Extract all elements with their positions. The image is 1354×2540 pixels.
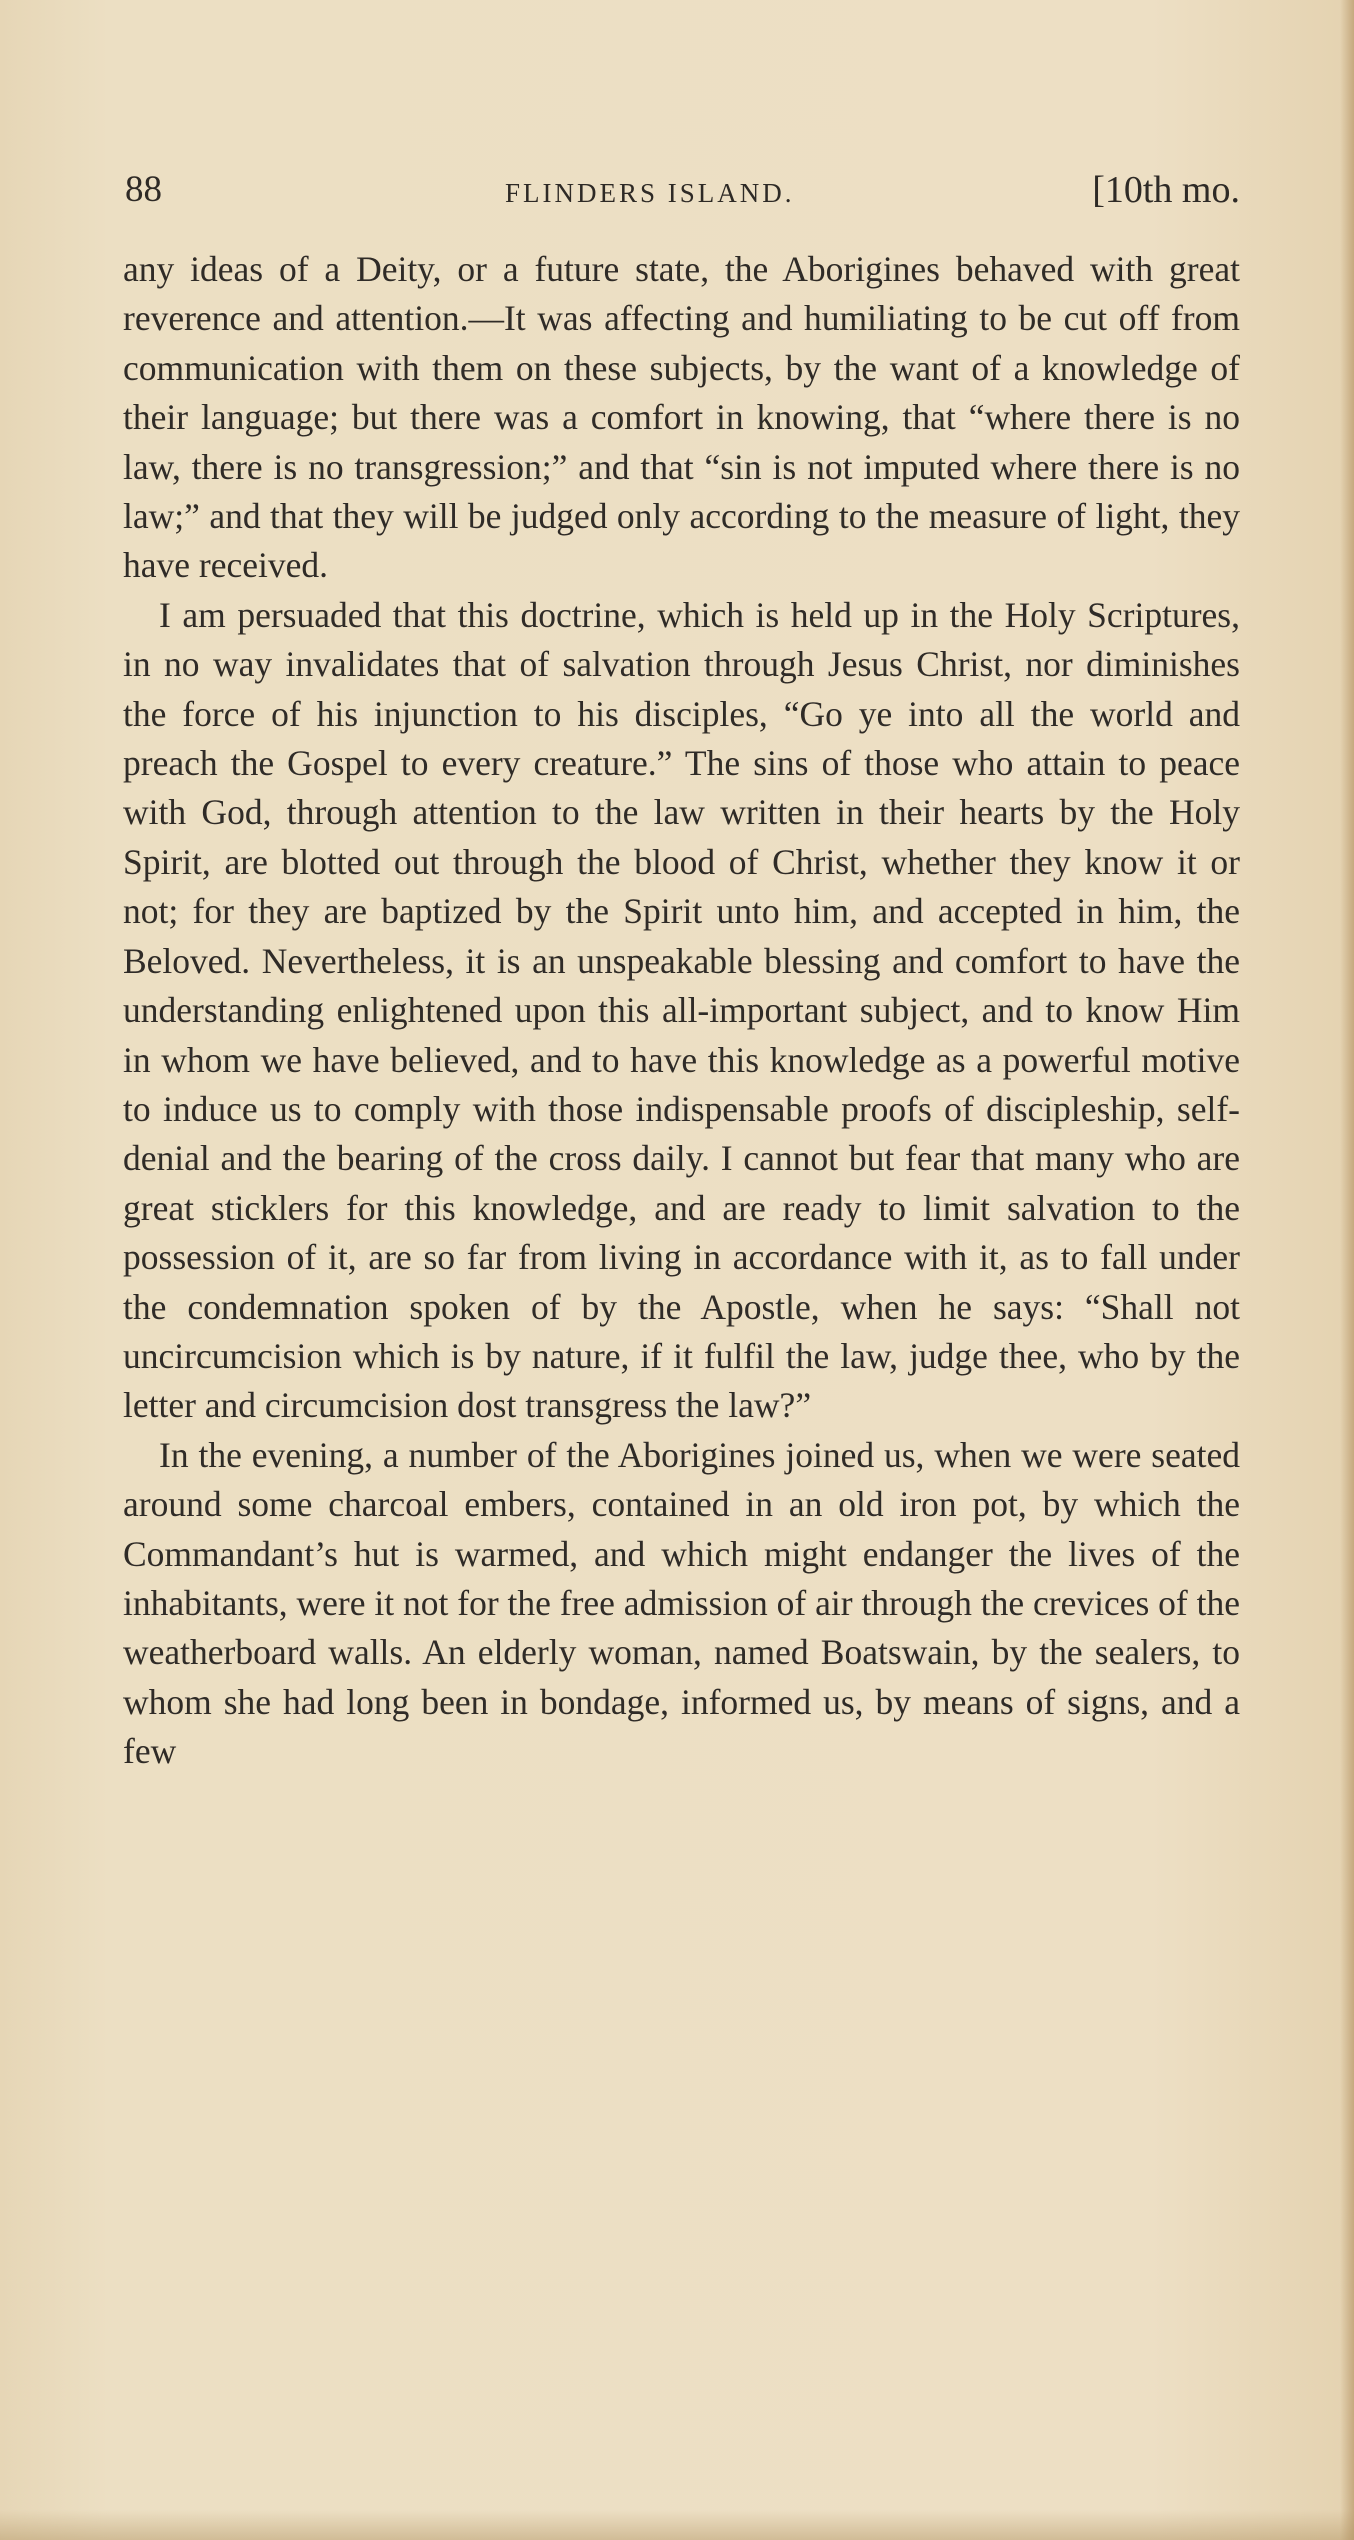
page-number: 88	[125, 169, 162, 210]
running-header	[125, 168, 1240, 228]
running-title: FLINDERS ISLAND.	[505, 178, 795, 208]
page-bottom-shadow	[0, 2510, 1354, 2540]
paragraph-doctrine: I am persuaded that this doctrine, which is held up in the Holy Scriptures, in no way invalidates that of salvation through Jesus Christ, nor diminishes the force of his injunction to his disciples, “Go ye into all the world and preach the Gospel to every creature.” The sins of those who attain to peace with God, through attention to the law written in their hearts by the Holy Spirit, are blotted out through the blood of Christ, whether they know it or not; for they are baptized by the Spirit unto him, and accepted in him, the Beloved. Nevertheless, it is an unspeakable blessing and comfort to have the understanding enlightened upon this all-important subject, and to know Him in whom we have believed, and to have this knowledge as a powerful motive to induce us to comply with those indispensable proofs of discipleship, self-denial and the bearing of the cross daily. I cannot but fear that many who are great sticklers for this knowledge, and are ready to limit salvation to the possession of it, are so far from living in accordance with it, as to fall under the condemnation spoken of by the Apostle, when he says: “Shall not uncircumcision which is by nature, if it fulfil the law, judge thee, who by the letter and circumcision dost transgress the law?”	[123, 594, 1240, 1426]
running-date: [10th mo.	[1092, 169, 1240, 211]
body-text	[123, 245, 1240, 1777]
page-edge-shadow	[1340, 0, 1354, 2540]
paragraph-evening: In the evening, a number of the Aborigines joined us, when we were seated around some charcoal embers, contained in an old iron pot, by which the Commandant’s hut is warmed, and which might endanger the lives of the inhabitants, were it not for the free admission of air through the crevices of the weatherboard walls. An elderly woman, named Boatswain, by the sealers, to whom she had long been in bondage, informed us, by means of signs, and a few	[123, 1434, 1240, 1772]
paragraph-continuation: any ideas of a Deity, or a future state, the Aborigines behaved with great reverence and attention.—It was affecting and humiliating to be cut off from communication with them on these subjects, by the want of a knowledge of their language; but there was a comfort in knowing, that “where there is no law, there is no transgression;” and that “sin is not imputed where there is no law;” and that they will be judged only according to the measure of light, they have received.	[123, 249, 1240, 586]
